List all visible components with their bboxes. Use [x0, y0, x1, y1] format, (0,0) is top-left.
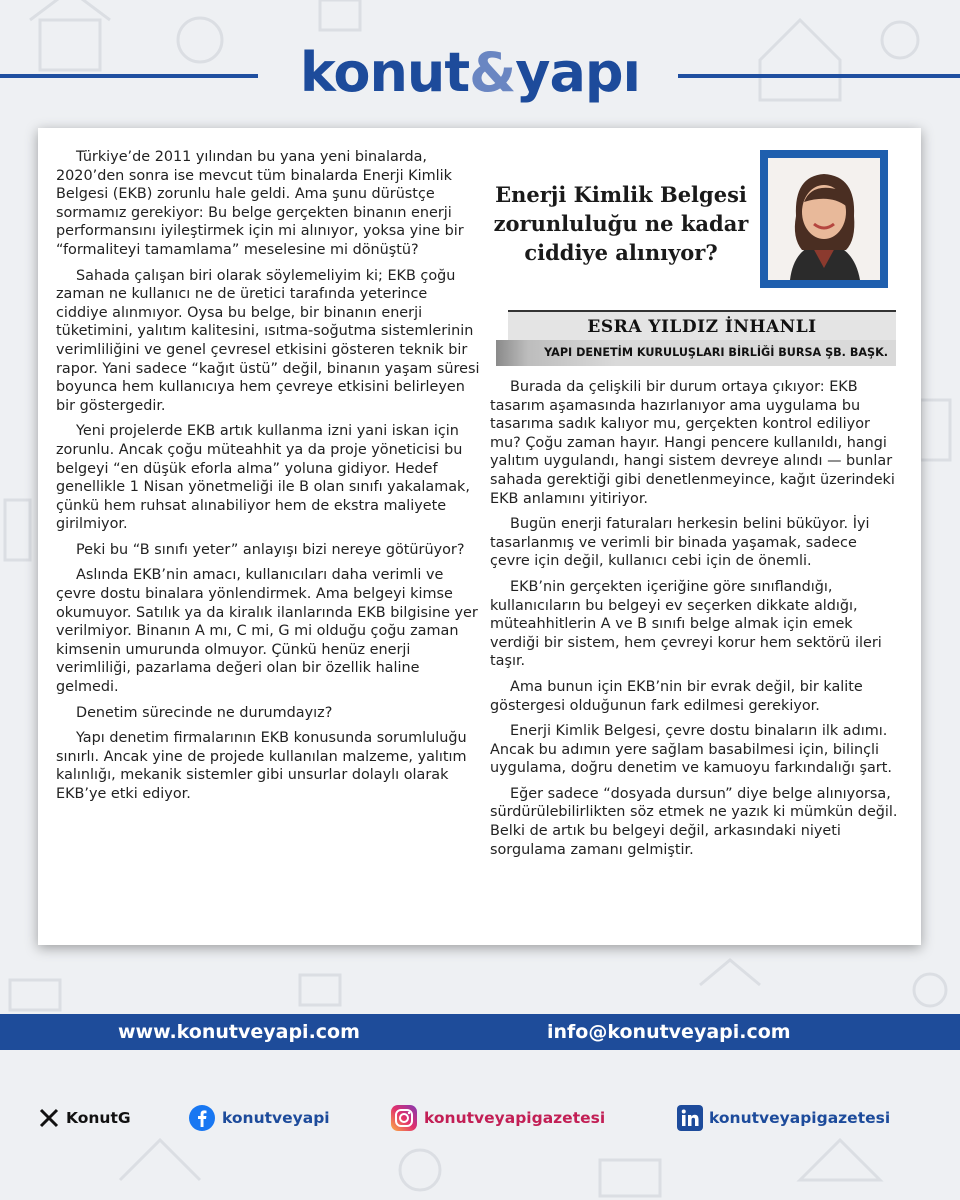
article-left-column: [56, 148, 482, 811]
paragraph: Enerji Kimlik Belgesi, çevre dostu binaların ilk adımı. Ancak bu adımın yere sağlam basabilmesi için, bilinçli uygulama, doğru denetim ve kamuoyu farkındalığı şart.: [490, 723, 892, 777]
x-icon: [38, 1107, 60, 1129]
x-handle: KonutG: [66, 1109, 131, 1127]
social-facebook[interactable]: [188, 1098, 330, 1138]
author-name: ESRA YILDIZ İNHANLI: [508, 310, 896, 342]
article-card: [38, 128, 921, 945]
paragraph: Türkiye’de 2011 yılından bu yana yeni binalarda, 2020’den sonra ise mevcut tüm binalarda Enerji Kimlik Belgesi (EKB) zorunlu hale geldi. Ama şunu dürüstçe sormamız gerekiyor: Bu belge gerçekten binanın enerji performansını iyileştirmek için mi alınıyor, yoksa yine bir “formaliteyi tamamlama” meselesine mi dönüştü?: [56, 149, 464, 258]
paragraph: Yapı denetim firmalarının EKB konusunda sorumluluğu sınırlı. Ancak yine de projede kullanılan malzeme, yalıtım kalınlığı, mekanik sistemler gibi unsurlar dolaylı olarak EKB’ye etki ediyor.: [56, 730, 467, 802]
social-x[interactable]: [38, 1098, 131, 1138]
linkedin-handle: konutveyapigazetesi: [709, 1109, 891, 1127]
social-links: [0, 1098, 960, 1138]
author-photo: [760, 150, 888, 288]
social-linkedin[interactable]: [677, 1098, 890, 1138]
contact-band: [0, 1014, 960, 1050]
facebook-handle: konutveyapi: [222, 1109, 330, 1127]
paragraph: Denetim sürecinde ne durumdayız?: [76, 704, 333, 721]
masthead-rule-left: [0, 74, 258, 78]
masthead: [0, 40, 960, 110]
paragraph: Eğer sadece “dosyada dursun” diye belge alınıyorsa, sürdürülebilirlikten söz etmek ne yazık ki mümkün değil. Belki de artık bu belgeyi değil, arkasındaki niyeti sorgulama zamanı gelmiştir.: [490, 785, 898, 858]
article-headline: Enerji Kimlik Belgesi zorunluluğu ne kadar ciddiye alınıyor?: [493, 182, 749, 265]
social-instagram[interactable]: [390, 1098, 605, 1138]
paragraph: EKB’nin gerçekten içeriğine göre sınıflandığı, kullanıcıların bu belgeyi ev seçerken dikkate aldığı, müteahhitlerin A ve B sınıfı belge almak için emek verdiği bir sistem, hem çevreyi korur hem sektörü ileri taşır.: [490, 578, 882, 670]
instagram-handle: konutveyapigazetesi: [424, 1109, 606, 1127]
paragraph: Peki bu “B sınıfı yeter” anlayışı bizi nereye götürüyor?: [76, 541, 465, 558]
paragraph: Aslında EKB’nin amacı, kullanıcıları daha verimli ve çevre dostu binalara yönlendirmek. Ama belgeyi kimse okumuyor. Satılık ya da kiralık ilanlarında EKB bilgisine yer verilmiyor. Binanın A mı, C mi, G mi olduğu çoğu zaman kimsenin umurunda olmuyor. Çünkü henüz enerji verimliliği, pazarlama değeri olan bir özellik haline gelmedi.: [56, 567, 478, 696]
facebook-icon: [188, 1104, 216, 1132]
author-title: YAPI DENETİM KURULUŞLARI BİRLİĞİ BURSA ŞB. BAŞK.: [496, 340, 896, 366]
paragraph: Burada da çelişkili bir durum ortaya çıkıyor: EKB tasarım aşamasında hazırlanıyor ama uygulama bu tasarıma sadık kalıyor mu, gerçekten kontrol ediliyor mu? Çoğu zaman hayır. Hangi pencere kullanıldı, hangi yalıtım uygulandı, hangi sistem devreye alındı — bunlar sahada gerektiği gibi denetlenmeyince, kağıt üzerindeki EKB anlamını yitiriyor.: [490, 379, 895, 507]
website-link[interactable]: www.konutveyapi.com: [118, 1021, 360, 1043]
brand-logo: konut&yapı: [299, 41, 641, 104]
paragraph: Sahada çalışan biri olarak söylemeliyim ki; EKB çoğu zaman ne kullanıcı ne de üretici tarafında yeterince ciddiye alınmıyor. Oysa bu belge, bir binanın enerji tüketimini, yalıtım kalitesini, ısıtma-soğutma sistemlerinin verimliliğini ve genel çevresel etkisini gösteren teknik bir rapor. Yani sadece “kağıt üstü” değil, binanın yaşam süresi boyunca hem kullanıcıya hem çevreye etkisini belirleyen bir göstergedir.: [56, 267, 480, 414]
instagram-icon: [390, 1104, 418, 1132]
article-right-column: [490, 378, 900, 866]
paragraph: Yeni projelerde EKB artık kullanma izni yani iskan için zorunlu. Ancak çoğu müteahhit ya da proje yöneticisi bu belgeyi “en düşük eforla alma” yoluna gidiyor. Hedef genellikle 1 Nisan yönetmeliği ile B olan sınıfı yakalamak, çünkü hem ruhsat alınabiliyor hem de ekstra maliyete girilmiyor.: [56, 423, 470, 533]
email-link[interactable]: info@konutveyapi.com: [547, 1021, 791, 1043]
paragraph: Ama bunun için EKB’nin bir evrak değil, bir kalite göstergesi olduğunun fark edilmesi gerekiyor.: [490, 678, 863, 714]
masthead-rule-right: [678, 74, 960, 78]
linkedin-icon: [677, 1105, 703, 1131]
paragraph: Bugün enerji faturaları herkesin belini büküyor. İyi tasarlanmış ve verimli bir binada yaşamak, sadece çevre için değil, kullanıcı cebi için de önemli.: [490, 516, 870, 570]
